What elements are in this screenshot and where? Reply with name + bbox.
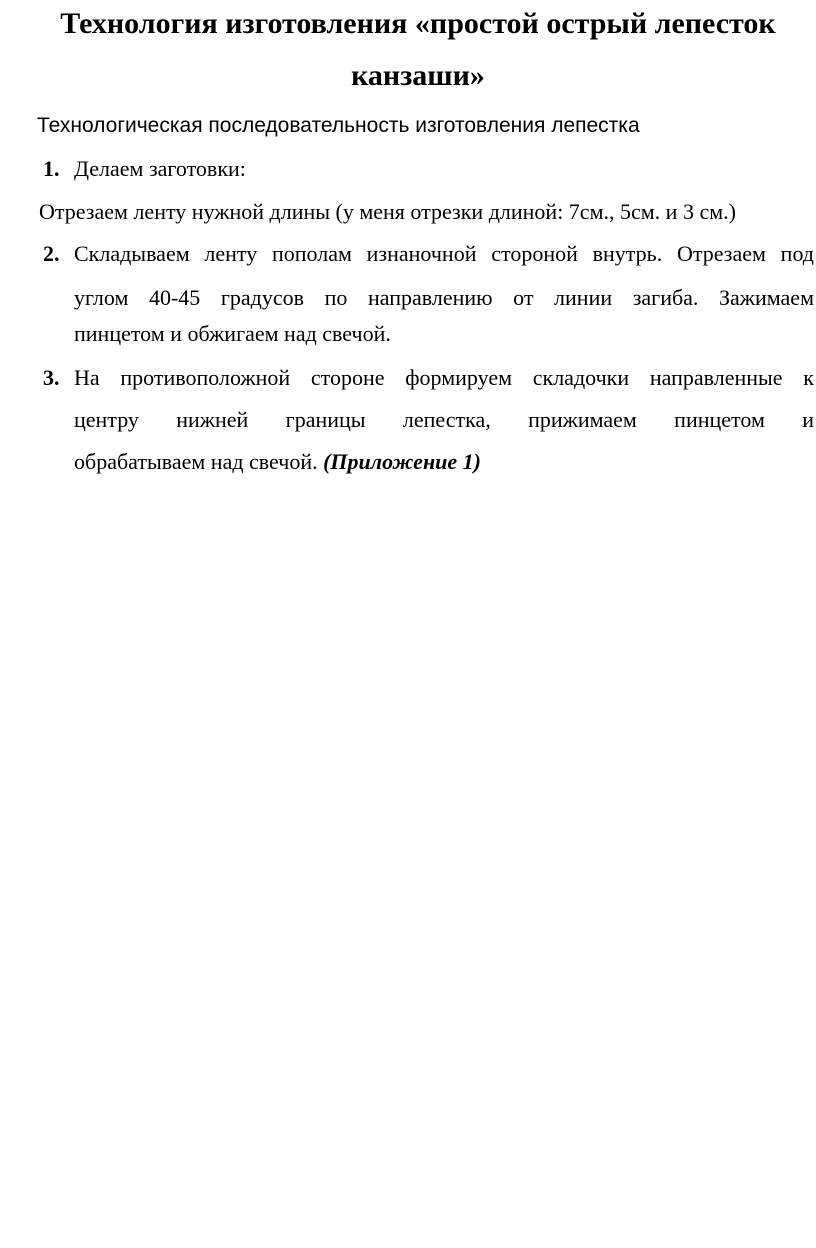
step-1-text: Делаем заготовки:: [74, 156, 246, 181]
document-title-line-2: канзаши»: [351, 59, 485, 92]
step-3-number: 3.: [43, 365, 60, 390]
step-2-line-1: Складываем ленту пополам изнаночной стороной внутрь. Отрезаем под: [74, 241, 814, 266]
step-2-line-2: углом 40-45 градусов по направлению от линии загиба. Зажимаем: [74, 285, 814, 310]
section-heading: Технологическая последовательность изготовления лепестка: [37, 114, 640, 137]
step-1-number: 1.: [43, 156, 60, 181]
appendix-reference: (Приложение 1): [323, 449, 481, 474]
step-3-line-2: центру нижней границы лепестка, прижимаем пинцетом и: [74, 407, 814, 432]
step-2-line-3: пинцетом и обжигаем над свечой.: [74, 321, 391, 346]
step-3-line-1: На противоположной стороне формируем складочки направленные к: [74, 365, 814, 390]
step-2-number: 2.: [43, 241, 60, 266]
step-3-line-3-text: обрабатываем над свечой.: [74, 449, 318, 474]
document-title-line-1: Технология изготовления «простой острый лепесток: [60, 7, 776, 40]
step-1-detail: Отрезаем ленту нужной длины (у меня отрезки длиной: 7см., 5см. и 3 см.): [39, 199, 736, 224]
step-3-line-3: [74, 448, 481, 476]
